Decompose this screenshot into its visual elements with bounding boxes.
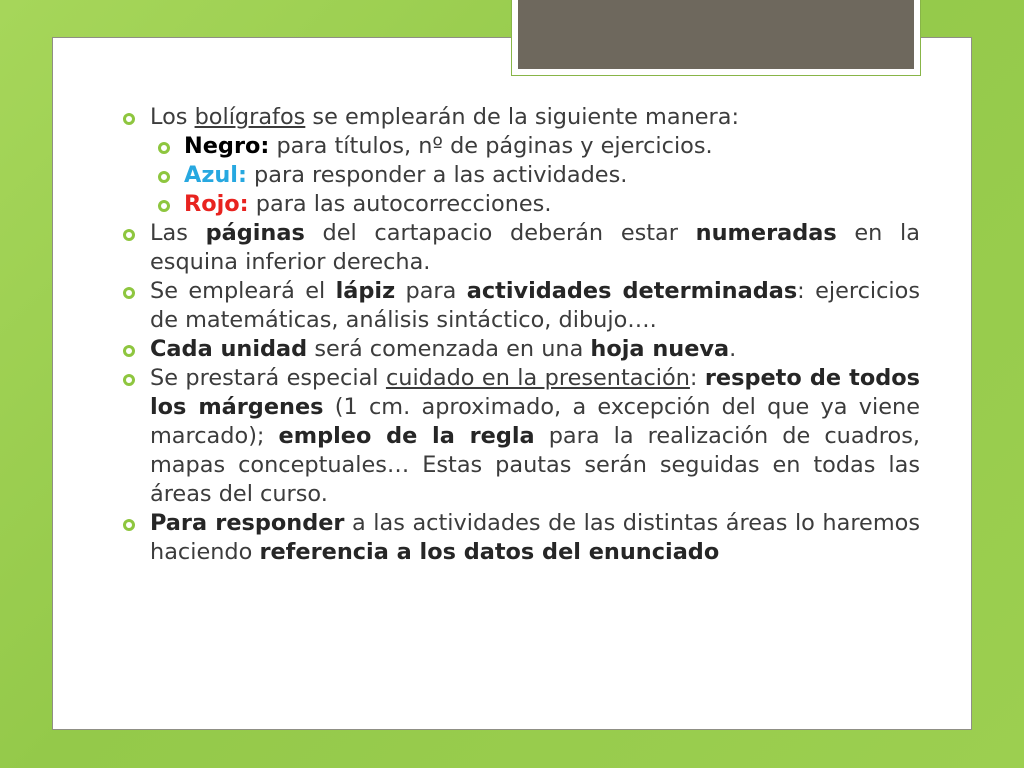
item-text: Se empleará el	[150, 278, 336, 304]
list-item	[150, 335, 920, 364]
bullet-icon	[123, 287, 135, 299]
item-bold: Para responder	[150, 510, 345, 536]
bullet-icon	[158, 142, 170, 154]
bullet-icon	[123, 519, 135, 531]
list-item	[150, 277, 920, 335]
item-text: para responder a las actividades.	[246, 162, 628, 188]
item-text: Se prestará especial	[150, 365, 386, 391]
item-text: :	[689, 365, 705, 391]
item-text: será comenzada en una	[307, 336, 591, 362]
list-item	[150, 219, 920, 277]
sub-list-item	[184, 190, 920, 219]
item-bold: lápiz	[335, 278, 396, 304]
item-text: se emplearán de la siguiente manera:	[305, 104, 740, 130]
list-item	[150, 103, 920, 132]
item-bold: referencia a los datos del enunciado	[259, 539, 720, 565]
bullet-list	[150, 103, 920, 567]
item-underlined: cuidado en la presentación	[385, 365, 690, 391]
list-item	[150, 364, 920, 509]
bullet-icon	[123, 113, 135, 125]
title-placeholder	[511, 0, 921, 76]
item-bold: respeto de todos los márgenes	[150, 365, 920, 420]
item-text: del cartapacio deberán estar	[304, 220, 696, 246]
item-text: para	[395, 278, 467, 304]
item-bold: empleo de la regla	[278, 423, 535, 449]
item-text: para la realización de cuadros, mapas conceptuales… Estas pautas serán seguidas en todas las áreas del curso.	[150, 423, 920, 507]
title-bar	[518, 0, 914, 69]
item-text: a las actividades de las distintas áreas lo haremos haciendo	[150, 510, 920, 565]
item-underlined: bolígrafos	[194, 104, 306, 130]
item-text: Los	[150, 104, 195, 130]
item-label-azul: Azul:	[184, 162, 247, 188]
item-text: .	[729, 336, 737, 362]
item-bold: actividades determinadas	[466, 278, 798, 304]
item-text: Las	[150, 220, 206, 246]
bullet-icon	[123, 345, 135, 357]
item-text: para títulos, nº de páginas y ejercicios.	[269, 133, 713, 159]
bullet-icon	[123, 374, 135, 386]
item-bold: Cada unidad	[150, 336, 308, 362]
item-bold: hoja nueva	[590, 336, 730, 362]
list-item	[150, 509, 920, 567]
bullet-icon	[158, 200, 170, 212]
item-label-negro: Negro:	[184, 133, 270, 159]
sub-list-item	[184, 161, 920, 190]
item-text: : ejercicios de matemáticas, análisis sintáctico, dibujo….	[150, 278, 921, 333]
item-text: (1 cm. aproximado, a excepción del que ya viene marcado);	[150, 394, 920, 449]
item-bold: numeradas	[695, 220, 837, 246]
item-bold: páginas	[205, 220, 305, 246]
sub-list-item	[184, 132, 920, 161]
bullet-icon	[158, 171, 170, 183]
bullet-icon	[123, 229, 135, 241]
item-text: para las autocorrecciones.	[248, 191, 552, 217]
item-label-rojo: Rojo:	[184, 191, 249, 217]
item-text: en la esquina inferior derecha.	[150, 220, 921, 275]
